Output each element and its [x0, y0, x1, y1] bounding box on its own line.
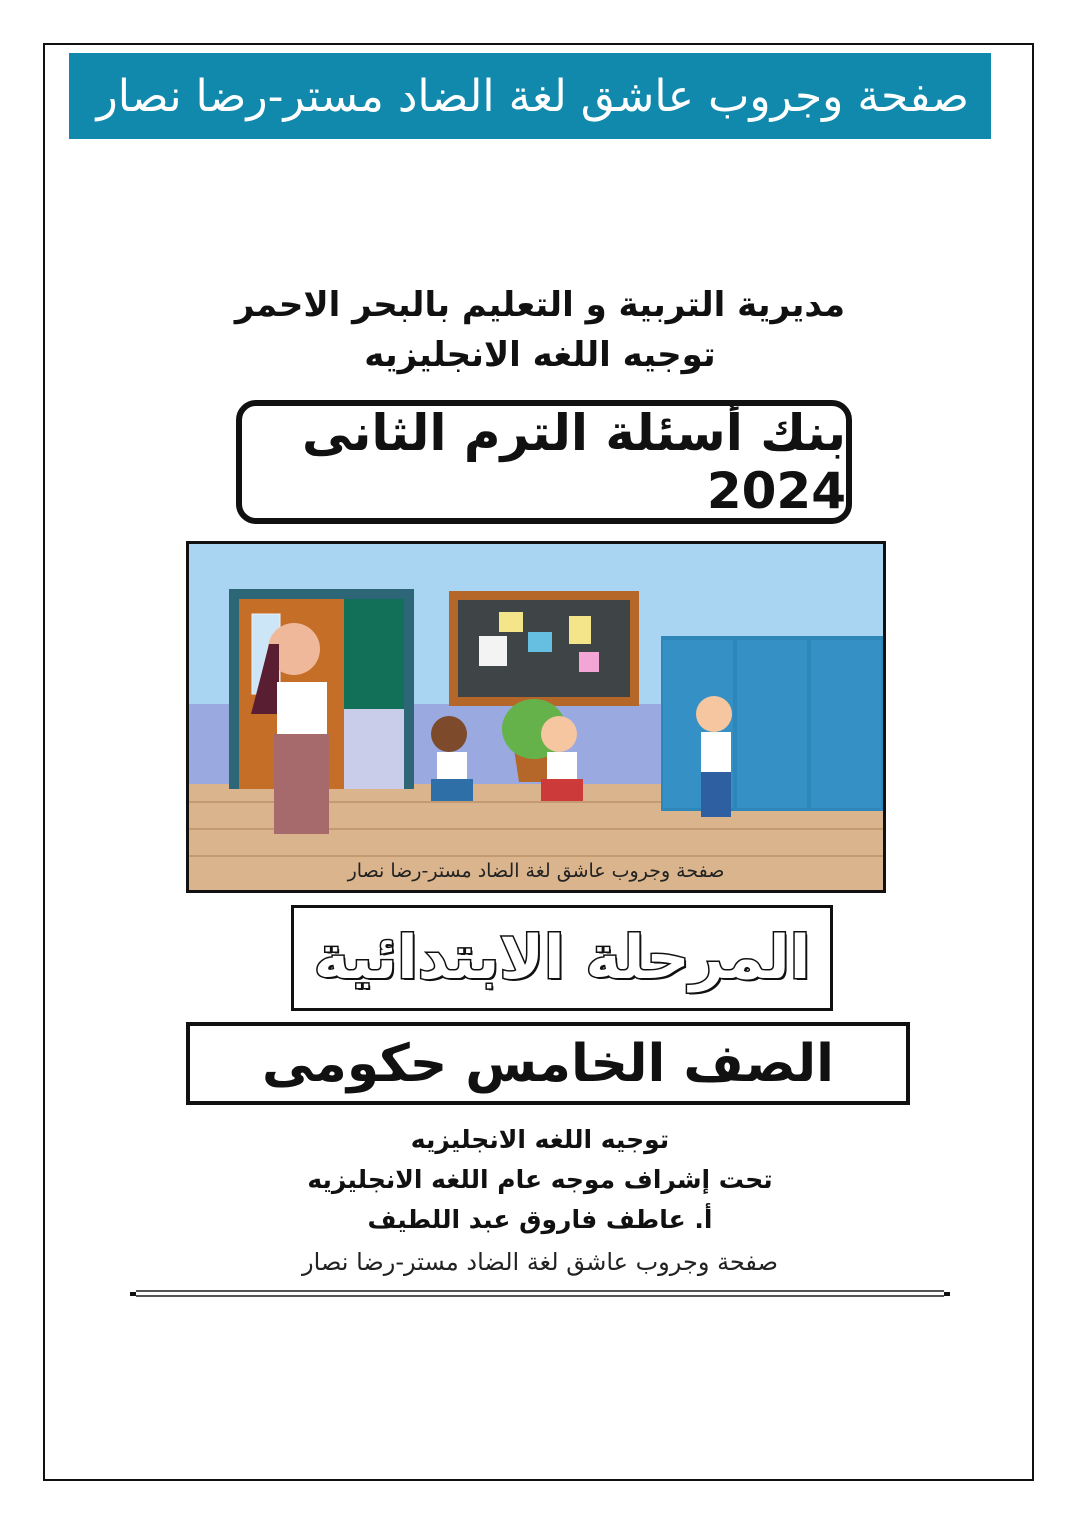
supervision-line-1: توجيه اللغه الانجليزيه [410, 1125, 670, 1154]
stage-box [291, 905, 833, 1011]
illustration-graphic [189, 544, 883, 890]
supervisor-name: أ. عاطف فاروق عبد اللطيف [367, 1205, 713, 1234]
banner-text: صفحة وجروب عاشق لغة الضاد مستر-رضا نصار [96, 70, 969, 122]
footer-credit: صفحة وجروب عاشق لغة الضاد مستر-رضا نصار [302, 1248, 778, 1276]
question-bank-title [236, 400, 852, 524]
department-heading: توجيه اللغه الانجليزيه [364, 335, 716, 375]
supervision-line-2: تحت إشراف موجه عام اللغه الانجليزيه [307, 1165, 773, 1194]
double-rule-divider [130, 1290, 950, 1297]
stage-text: المرحلة الابتدائية [313, 923, 811, 993]
top-banner [69, 53, 991, 139]
directorate-heading: مديرية التربية و التعليم بالبحر الاحمر [234, 285, 846, 325]
illustration-caption: صفحة وجروب عاشق لغة الضاد مستر-رضا نصار [347, 860, 725, 882]
grade-text: الصف الخامس حكومى [262, 1033, 834, 1094]
title-text: بنك أسئلة الترم الثانى 2024 [302, 404, 846, 520]
school-hallway-illustration [186, 541, 886, 893]
grade-box [186, 1022, 910, 1105]
